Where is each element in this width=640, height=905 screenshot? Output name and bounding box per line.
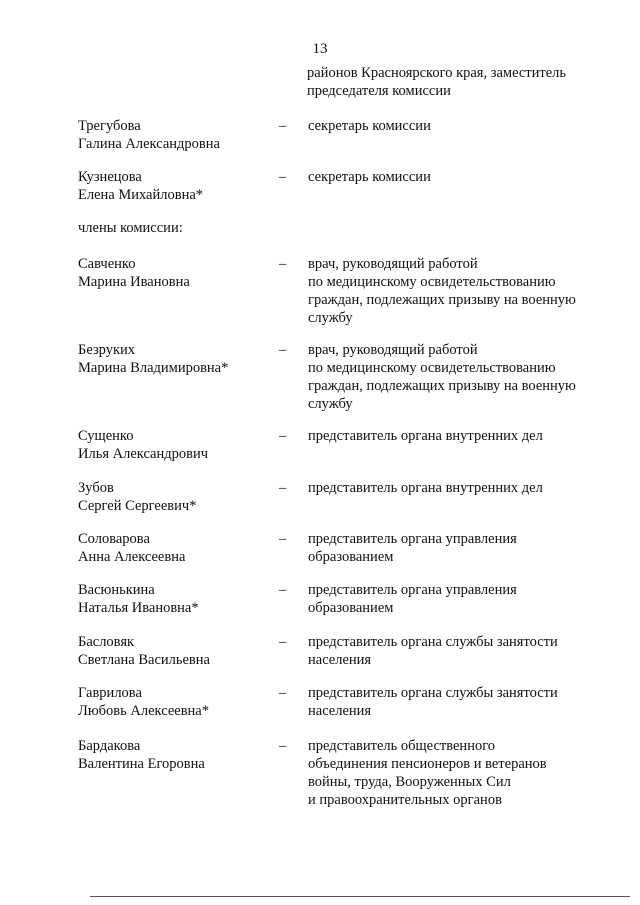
- member-role-line: граждан, подлежащих призыву на военную: [308, 378, 576, 394]
- member-name-line: Наталья Ивановна*: [78, 600, 199, 616]
- member-name-line: Илья Александрович: [78, 446, 209, 462]
- member-name: [78, 341, 278, 377]
- member-name-line: Соловарова: [78, 531, 150, 547]
- dash-separator: –: [279, 342, 287, 358]
- member-role-line: секретарь комиссии: [308, 169, 431, 185]
- member-name: [78, 427, 278, 463]
- member-role: [308, 117, 608, 135]
- member-name: [78, 530, 278, 566]
- member-role-line: образованием: [308, 600, 394, 616]
- member-role-line: образованием: [308, 549, 394, 565]
- member-role: [308, 633, 608, 669]
- member-role: [308, 530, 608, 566]
- member-name-line: Басловяк: [78, 634, 135, 650]
- intro-line: районов Красноярского края, заместитель: [307, 65, 567, 81]
- member-role-line: войны, труда, Вооруженных Сил: [308, 774, 511, 790]
- dash-separator: –: [279, 118, 287, 134]
- members-label: члены комиссии:: [78, 220, 183, 236]
- member-role-line: по медицинскому освидетельствованию: [308, 360, 556, 376]
- member-role: [308, 737, 608, 809]
- member-name-line: Зубов: [78, 480, 114, 496]
- member-role-line: службу: [308, 396, 353, 412]
- member-role-line: секретарь комиссии: [308, 118, 431, 134]
- member-name-line: Васюнькина: [78, 582, 155, 598]
- member-role-line: населения: [308, 652, 372, 668]
- member-name-line: Бардакова: [78, 738, 141, 754]
- member-role: [308, 427, 608, 445]
- member-name-line: Анна Алексеевна: [78, 549, 186, 565]
- dash-separator: –: [279, 169, 287, 185]
- member-name-line: Гаврилова: [78, 685, 142, 701]
- member-role-line: представитель органа внутренних дел: [308, 428, 543, 444]
- dash-separator: –: [279, 256, 287, 272]
- member-name-line: Марина Ивановна: [78, 274, 190, 290]
- member-role-line: представитель органа службы занятости: [308, 685, 558, 701]
- member-name: [78, 255, 278, 291]
- member-role-line: представитель органа внутренних дел: [308, 480, 543, 496]
- member-name: [78, 581, 278, 617]
- intro-text: [307, 64, 607, 100]
- member-name-line: Сергей Сергеевич*: [78, 498, 197, 514]
- member-role-line: по медицинскому освидетельствованию: [308, 274, 556, 290]
- dash-separator: –: [279, 428, 287, 444]
- member-name-line: Кузнецова: [78, 169, 142, 185]
- member-role-line: врач, руководящий работой: [308, 342, 478, 358]
- member-name: [78, 737, 278, 773]
- dash-separator: –: [279, 582, 287, 598]
- member-role-line: службу: [308, 310, 353, 326]
- page-number: 13: [312, 41, 328, 57]
- member-role: [308, 684, 608, 720]
- member-name-line: Валентина Егоровна: [78, 756, 205, 772]
- dash-separator: –: [279, 480, 287, 496]
- dash-separator: –: [279, 738, 287, 754]
- member-name-line: Светлана Васильевна: [78, 652, 210, 668]
- member-name-line: Трегубова: [78, 118, 141, 134]
- member-name-line: Безруких: [78, 342, 136, 358]
- member-role-line: объединения пенсионеров и ветеранов: [308, 756, 547, 772]
- member-name-line: Марина Владимировна*: [78, 360, 229, 376]
- member-role-line: населения: [308, 703, 372, 719]
- member-role-line: представитель органа управления: [308, 531, 517, 547]
- member-name: [78, 117, 278, 153]
- member-role: [308, 341, 608, 413]
- member-name: [78, 633, 278, 669]
- member-role-line: представитель органа управления: [308, 582, 517, 598]
- member-name-line: Савченко: [78, 256, 136, 272]
- member-role: [308, 168, 608, 186]
- member-name-line: Любовь Алексеевна*: [78, 703, 209, 719]
- member-role-line: представитель органа службы занятости: [308, 634, 558, 650]
- member-name-line: Галина Александровна: [78, 136, 220, 152]
- member-role: [308, 479, 608, 497]
- member-role-line: и правоохранительных органов: [308, 792, 502, 808]
- member-name: [78, 168, 278, 204]
- member-name-line: Елена Михайловна*: [78, 187, 204, 203]
- bottom-rule: [90, 896, 630, 897]
- dash-separator: –: [279, 685, 287, 701]
- intro-line: председателя комиссии: [307, 83, 451, 99]
- dash-separator: –: [279, 531, 287, 547]
- dash-separator: –: [279, 634, 287, 650]
- member-role: [308, 581, 608, 617]
- member-name: [78, 479, 278, 515]
- member-role: [308, 255, 608, 327]
- member-name: [78, 684, 278, 720]
- member-role-line: представитель общественного: [308, 738, 496, 754]
- member-name-line: Сущенко: [78, 428, 134, 444]
- member-role-line: граждан, подлежащих призыву на военную: [308, 292, 576, 308]
- member-role-line: врач, руководящий работой: [308, 256, 478, 272]
